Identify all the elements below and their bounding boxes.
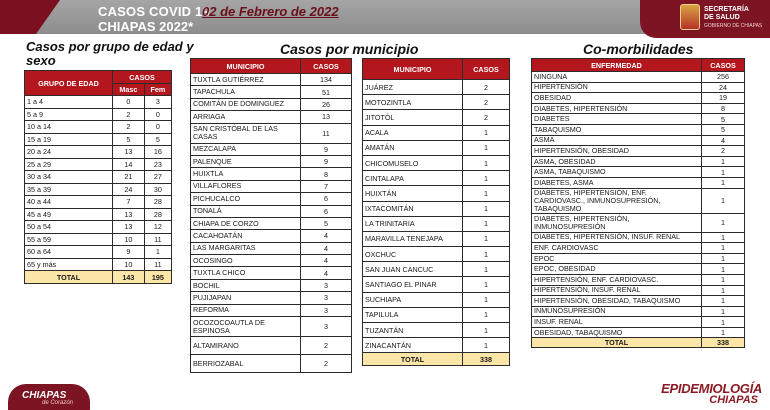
table-row — [532, 146, 745, 157]
casos-cell: 1 — [702, 264, 745, 275]
table-row — [191, 98, 352, 110]
municipio-name-cell: OCOZOCOAUTLA DE ESPINOSA — [191, 317, 301, 337]
table-row — [191, 168, 352, 180]
municipio-name-cell: HUIXTLA — [191, 168, 301, 180]
casos-cell: 4 — [702, 135, 745, 146]
masc-cell: 24 — [113, 183, 145, 196]
table-row — [532, 327, 745, 338]
table-row — [532, 72, 745, 83]
table-row — [363, 338, 510, 353]
casos-cell: 134 — [301, 74, 352, 86]
table-row — [363, 216, 510, 231]
age-group-cell: 1 a 4 — [25, 96, 113, 109]
table-row — [25, 171, 172, 184]
municipio-table-1 — [190, 58, 352, 373]
table-row — [363, 186, 510, 201]
col-enfermedad: ENFERMEDAD — [532, 59, 702, 72]
masc-cell: 2 — [113, 121, 145, 134]
masc-cell: 9 — [113, 246, 145, 259]
enfermedad-cell: ASMA, OBESIDAD — [532, 156, 702, 167]
col-municipio: MUNICIPIO — [191, 59, 301, 74]
table-row — [191, 292, 352, 304]
table-row — [532, 285, 745, 296]
age-group-cell: 35 a 39 — [25, 183, 113, 196]
casos-cell: 1 — [702, 188, 745, 213]
casos-cell: 3 — [301, 317, 352, 337]
municipio-table-2 — [362, 58, 510, 366]
table-row — [25, 146, 172, 159]
casos-cell: 256 — [702, 72, 745, 83]
casos-cell: 6 — [301, 205, 352, 217]
table-row — [25, 246, 172, 259]
table-row — [363, 307, 510, 322]
table-row — [532, 188, 745, 213]
casos-cell: 24 — [702, 82, 745, 93]
table-row — [25, 158, 172, 171]
age-sex-table — [24, 70, 172, 284]
casos-cell: 1 — [702, 327, 745, 338]
col-grupo-edad: GRUPO DE EDAD — [25, 71, 113, 96]
casos-cell: 1 — [463, 231, 510, 246]
table-row — [363, 262, 510, 277]
epidemiologia-logo — [640, 381, 770, 409]
coat-of-arms-icon — [680, 4, 700, 30]
col-fem: Fem — [144, 84, 171, 96]
municipio-name-cell: COMITÁN DE DOMINGUEZ — [191, 98, 301, 110]
total-label: TOTAL — [25, 271, 113, 284]
enfermedad-cell: NINGUNA — [532, 72, 702, 83]
fem-cell: 28 — [144, 196, 171, 209]
casos-cell: 1 — [463, 292, 510, 307]
casos-cell: 1 — [702, 317, 745, 328]
comorbilidades-table — [531, 58, 745, 348]
municipio-name-cell: PALENQUE — [191, 155, 301, 167]
casos-cell: 2 — [301, 355, 352, 373]
casos-cell: 1 — [463, 155, 510, 170]
municipio-name-cell: SAN JUAN CANCUC — [363, 262, 463, 277]
table-row — [363, 80, 510, 95]
enfermedad-cell: DIABETES, HIPERTENSIÓN, INMUNOSUPRESIÓN — [532, 213, 702, 232]
fem-cell: 16 — [144, 146, 171, 159]
table-row — [25, 196, 172, 209]
table-row — [532, 93, 745, 104]
municipio-name-cell: LAS MARGARITAS — [191, 242, 301, 254]
municipio-name-cell: OXCHUC — [363, 247, 463, 262]
casos-cell: 1 — [463, 277, 510, 292]
casos-cell: 1 — [702, 274, 745, 285]
municipio-name-cell: BERRIOZABAL — [191, 355, 301, 373]
col-municipio: MUNICIPIO — [363, 59, 463, 80]
table-row — [25, 183, 172, 196]
table-row — [363, 323, 510, 338]
fem-cell: 1 — [144, 246, 171, 259]
col-casos: CASOS — [463, 59, 510, 80]
casos-cell: 3 — [301, 279, 352, 291]
total-masc: 143 — [113, 271, 145, 284]
masc-cell: 5 — [113, 133, 145, 146]
table-row — [532, 135, 745, 146]
casos-cell: 1 — [463, 323, 510, 338]
casos-cell: 1 — [463, 262, 510, 277]
chiapas-de-corazon-logo — [8, 378, 90, 410]
age-group-cell: 45 a 49 — [25, 208, 113, 221]
enfermedad-cell: HIPERTENSIÓN, OBESIDAD — [532, 146, 702, 157]
table-row — [191, 255, 352, 267]
fem-cell: 23 — [144, 158, 171, 171]
municipio-name-cell: SAN CRISTÓBAL DE LAS CASAS — [191, 123, 301, 143]
table-row — [532, 264, 745, 275]
table-row — [191, 74, 352, 86]
total-label: TOTAL — [363, 353, 463, 366]
casos-cell: 2 — [463, 95, 510, 110]
comorbilidades-total-row — [532, 338, 745, 348]
age-group-cell: 40 a 44 — [25, 196, 113, 209]
table-row — [363, 125, 510, 140]
table-row — [25, 121, 172, 134]
fem-cell: 11 — [144, 233, 171, 246]
table-row — [532, 156, 745, 167]
fem-cell: 0 — [144, 108, 171, 121]
masc-cell: 10 — [113, 233, 145, 246]
casos-cell: 51 — [301, 86, 352, 98]
fem-cell: 28 — [144, 208, 171, 221]
masc-cell: 10 — [113, 258, 145, 271]
casos-cell: 1 — [702, 306, 745, 317]
casos-cell: 6 — [301, 193, 352, 205]
table-row — [532, 317, 745, 328]
municipio-name-cell: REFORMA — [191, 304, 301, 316]
table-row — [191, 143, 352, 155]
enfermedad-cell: INMUNOSUPRESIÓN — [532, 306, 702, 317]
masc-cell: 2 — [113, 108, 145, 121]
enfermedad-cell: DIABETES, HIPERTENSIÓN — [532, 103, 702, 114]
municipio-name-cell: TAPILULA — [363, 307, 463, 322]
enfermedad-cell: HIPERTENSIÓN, ENF. CARDIOVASC. — [532, 274, 702, 285]
age-total-row — [25, 271, 172, 284]
municipio-name-cell: ZINACANTÁN — [363, 338, 463, 353]
fem-cell: 27 — [144, 171, 171, 184]
casos-cell: 13 — [301, 111, 352, 123]
municipio-name-cell: ACALA — [363, 125, 463, 140]
casos-cell: 1 — [463, 201, 510, 216]
age-group-cell: 30 a 34 — [25, 171, 113, 184]
fem-cell: 30 — [144, 183, 171, 196]
table-row — [191, 267, 352, 279]
table-row — [191, 111, 352, 123]
municipio-name-cell: MARAVILLA TENEJAPA — [363, 231, 463, 246]
municipio-name-cell: SANTIAGO EL PINAR — [363, 277, 463, 292]
fem-cell: 3 — [144, 96, 171, 109]
municipio-name-cell: AMATÁN — [363, 140, 463, 155]
table-row — [191, 355, 352, 373]
total-value: 338 — [463, 353, 510, 366]
enfermedad-cell: DIABETES — [532, 114, 702, 125]
casos-cell: 5 — [301, 217, 352, 229]
table-row — [25, 133, 172, 146]
municipio-name-cell: LA TRINITARIA — [363, 216, 463, 231]
casos-cell: 7 — [301, 180, 352, 192]
table-row — [532, 306, 745, 317]
total-value: 338 — [702, 338, 745, 348]
casos-cell: 1 — [702, 167, 745, 178]
casos-cell: 9 — [301, 143, 352, 155]
table-row — [532, 103, 745, 114]
casos-cell: 19 — [702, 93, 745, 104]
municipio-name-cell: MOTOZINTLA — [363, 95, 463, 110]
casos-cell: 2 — [301, 337, 352, 355]
health-secretary-logo-text: SECRETARÍA DE SALUD GOBIERNO DE CHIAPAS — [704, 6, 763, 29]
fem-cell: 11 — [144, 258, 171, 271]
casos-cell: 1 — [463, 140, 510, 155]
casos-cell: 1 — [463, 307, 510, 322]
table-row — [532, 167, 745, 178]
table-row — [363, 201, 510, 216]
enfermedad-cell: EPOC — [532, 253, 702, 264]
casos-cell: 1 — [463, 186, 510, 201]
comorbilidades-section-title: Co-morbilidades — [583, 41, 694, 57]
col-masc: Masc — [113, 84, 145, 96]
casos-cell: 1 — [702, 296, 745, 307]
municipio-name-cell: TUZANTÁN — [363, 323, 463, 338]
age-group-cell: 55 a 59 — [25, 233, 113, 246]
table-row — [25, 233, 172, 246]
table-row — [532, 243, 745, 254]
municipio-name-cell: TUXTLA CHICO — [191, 267, 301, 279]
municipio-section-title: Casos por municipio — [280, 41, 419, 57]
casos-cell: 2 — [702, 146, 745, 157]
table-row — [363, 171, 510, 186]
municipio-name-cell: ALTAMIRANO — [191, 337, 301, 355]
table-row — [363, 247, 510, 262]
fem-cell: 12 — [144, 221, 171, 234]
table-row — [532, 253, 745, 264]
enfermedad-cell: INSUF. RENAL — [532, 317, 702, 328]
casos-cell: 1 — [702, 243, 745, 254]
casos-cell: 4 — [301, 255, 352, 267]
casos-cell: 8 — [301, 168, 352, 180]
municipio-name-cell: VILLAFLORES — [191, 180, 301, 192]
age-section-title: Casos por grupo de edad y sexo — [26, 39, 194, 68]
enfermedad-cell: DIABETES, HIPERTENSIÓN, INSUF. RENAL — [532, 232, 702, 243]
casos-cell: 2 — [463, 110, 510, 125]
casos-cell: 1 — [463, 216, 510, 231]
casos-cell: 1 — [463, 338, 510, 353]
masc-cell: 21 — [113, 171, 145, 184]
municipio-name-cell: HUIXTÁN — [363, 186, 463, 201]
casos-cell: 1 — [463, 125, 510, 140]
municipio-name-cell: TUXTLA GUTIÉRREZ — [191, 74, 301, 86]
age-group-cell: 60 a 64 — [25, 246, 113, 259]
municipio-name-cell: IXTACOMITÁN — [363, 201, 463, 216]
table-row — [532, 296, 745, 307]
age-group-cell: 25 a 29 — [25, 158, 113, 171]
enfermedad-cell: DIABETES, HIPERTENSIÓN, ENF. CARDIOVASC., INMUNOSUPRESIÓN, TABAQUISMO — [532, 188, 702, 213]
municipio-name-cell: CHIAPA DE CORZO — [191, 217, 301, 229]
age-group-cell: 5 a 9 — [25, 108, 113, 121]
table-row — [532, 232, 745, 243]
total-label: TOTAL — [532, 338, 702, 348]
age-group-cell: 50 a 54 — [25, 221, 113, 234]
municipio-name-cell: OCOSINGO — [191, 255, 301, 267]
masc-cell: 14 — [113, 158, 145, 171]
col-casos: CASOS — [301, 59, 352, 74]
casos-cell: 4 — [301, 242, 352, 254]
masc-cell: 13 — [113, 146, 145, 159]
table-row — [191, 123, 352, 143]
epidemiologia-text: EPIDEMIOLOGÍA — [661, 381, 762, 396]
report-title: CASOS COVID 19 — [98, 4, 210, 19]
table-row — [532, 114, 745, 125]
table-row — [363, 277, 510, 292]
municipio-name-cell: PUJIJAPAN — [191, 292, 301, 304]
table-row — [191, 242, 352, 254]
enfermedad-cell: OBESIDAD, TABAQUISMO — [532, 327, 702, 338]
report-date: 02 de Febrero de 2022 — [202, 4, 339, 19]
casos-cell: 26 — [301, 98, 352, 110]
table-row — [532, 177, 745, 188]
enfermedad-cell: ASMA — [532, 135, 702, 146]
municipio-name-cell: BOCHIL — [191, 279, 301, 291]
table-row — [25, 258, 172, 271]
table-row — [25, 108, 172, 121]
table-row — [532, 82, 745, 93]
table-row — [532, 274, 745, 285]
col-casos: CASOS — [113, 71, 172, 84]
fem-cell: 0 — [144, 121, 171, 134]
table-row — [363, 140, 510, 155]
epidemiologia-sub-text: CHIAPAS — [709, 394, 758, 406]
table-row — [363, 95, 510, 110]
enfermedad-cell: ENF. CARDIOVASC — [532, 243, 702, 254]
enfermedad-cell: ASMA, TABAQUISMO — [532, 167, 702, 178]
total-fem: 195 — [144, 271, 171, 284]
table-row — [25, 208, 172, 221]
enfermedad-cell: HIPERTENSIÓN — [532, 82, 702, 93]
casos-cell: 1 — [702, 285, 745, 296]
casos-cell: 11 — [301, 123, 352, 143]
enfermedad-cell: HIPERTENSIÓN, INSUF. RENAL — [532, 285, 702, 296]
logo-main-text: CHIAPAS — [22, 390, 67, 401]
col-casos: CASOS — [702, 59, 745, 72]
casos-cell: 1 — [463, 171, 510, 186]
municipio-name-cell: CHICOMUSELO — [363, 155, 463, 170]
table-row — [191, 279, 352, 291]
table-row — [191, 180, 352, 192]
table-row — [191, 337, 352, 355]
casos-cell: 3 — [301, 292, 352, 304]
age-group-cell: 20 a 24 — [25, 146, 113, 159]
casos-cell: 4 — [301, 230, 352, 242]
municipio-name-cell: CINTALAPA — [363, 171, 463, 186]
municipio-name-cell: JUÁREZ — [363, 80, 463, 95]
casos-cell: 1 — [463, 247, 510, 262]
table-row — [191, 217, 352, 229]
casos-cell: 1 — [702, 213, 745, 232]
casos-cell: 1 — [702, 253, 745, 264]
age-group-cell: 10 a 14 — [25, 121, 113, 134]
casos-cell: 8 — [702, 103, 745, 114]
casos-cell: 1 — [702, 177, 745, 188]
table-row — [191, 304, 352, 316]
table-row — [363, 155, 510, 170]
municipio-name-cell: TONALÁ — [191, 205, 301, 217]
municipio-name-cell: ARRIAGA — [191, 111, 301, 123]
page-header — [0, 0, 770, 38]
table-row — [25, 96, 172, 109]
municipio-name-cell: SUCHIAPA — [363, 292, 463, 307]
fem-cell: 5 — [144, 133, 171, 146]
table-row — [532, 213, 745, 232]
casos-cell: 2 — [463, 80, 510, 95]
municipio-name-cell: JITOTÓL — [363, 110, 463, 125]
casos-cell: 5 — [702, 124, 745, 135]
table-row — [191, 193, 352, 205]
age-group-cell: 65 y más — [25, 258, 113, 271]
casos-cell: 4 — [301, 267, 352, 279]
table-row — [363, 231, 510, 246]
masc-cell: 13 — [113, 208, 145, 221]
table-row — [191, 86, 352, 98]
municipio-name-cell: TAPACHULA — [191, 86, 301, 98]
table-row — [25, 221, 172, 234]
municipio-total-row — [363, 353, 510, 366]
masc-cell: 7 — [113, 196, 145, 209]
table-row — [191, 205, 352, 217]
age-group-cell: 15 a 19 — [25, 133, 113, 146]
table-row — [363, 292, 510, 307]
casos-cell: 3 — [301, 304, 352, 316]
table-row — [191, 155, 352, 167]
logo-sub-text: de Corazón — [42, 400, 74, 406]
enfermedad-cell: DIABETES, ASMA — [532, 177, 702, 188]
masc-cell: 13 — [113, 221, 145, 234]
casos-cell: 1 — [702, 232, 745, 243]
casos-cell: 5 — [702, 114, 745, 125]
table-row — [191, 317, 352, 337]
report-subtitle: CHIAPAS 2022* — [98, 19, 194, 34]
municipio-name-cell: CACAHOATÁN — [191, 230, 301, 242]
table-row — [532, 124, 745, 135]
enfermedad-cell: TABAQUISMO — [532, 124, 702, 135]
masc-cell: 0 — [113, 96, 145, 109]
municipio-name-cell: MEZCALAPA — [191, 143, 301, 155]
enfermedad-cell: OBESIDAD — [532, 93, 702, 104]
municipio-name-cell: PICHUCALCO — [191, 193, 301, 205]
casos-cell: 9 — [301, 155, 352, 167]
table-row — [363, 110, 510, 125]
table-row — [191, 230, 352, 242]
enfermedad-cell: HIPERTENSIÓN, OBESIDAD, TABAQUISMO — [532, 296, 702, 307]
casos-cell: 1 — [702, 156, 745, 167]
enfermedad-cell: EPOC, OBESIDAD — [532, 264, 702, 275]
